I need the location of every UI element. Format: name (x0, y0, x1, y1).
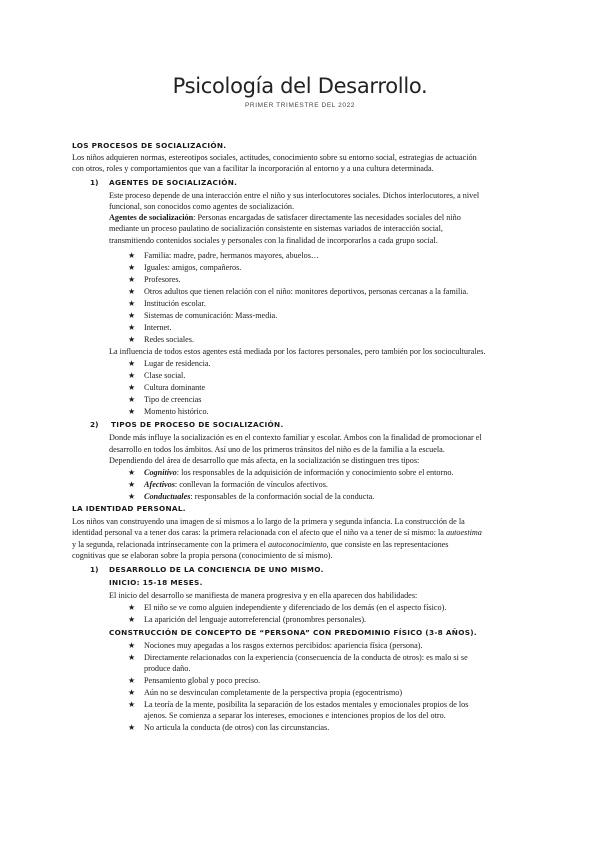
paragraph-line: La influencia de todos estos agentes está mediada por los factores personales, pero también por los socioculturales. (109, 347, 486, 356)
subsection-heading-agentes: AGENTES DE SOCIALIZACIÓN. (109, 178, 238, 187)
paragraph-line: Los niños adquieren normas, estereotipos sociales, actitudes, conocimiento sobre su entorno social, estrategias de actuación (72, 153, 477, 162)
list-item: Cultura dominante (144, 383, 206, 392)
list-item: Familia: madre, padre, hermanos mayores, abuelos… (144, 251, 320, 260)
definition-text: : Personas encargadas de satisfacer directamente las necesidades sociales del niño (193, 213, 461, 222)
paragraph-line: cognitivas que se elaboran sobre la propia persona (conocimiento de sí mismo). (72, 551, 333, 560)
section-heading-identidad: LA IDENTIDAD PERSONAL. (72, 504, 186, 513)
list-number: 2) (90, 420, 99, 429)
star-bullet-icon: ★ (128, 723, 136, 732)
stage-heading-construccion: CONSTRUCCIÓN DE CONCEPTO DE “PERSONA” CON PREDOMINIO FÍSICO (3-8 AÑOS). (109, 628, 477, 637)
star-bullet-icon: ★ (128, 700, 136, 709)
type-term: Cognitivo (144, 468, 177, 477)
star-bullet-icon: ★ (128, 641, 136, 650)
paragraph-line: transmitiendo contenidos sociales y personales con la finalidad de incorporarlos a cada grupo social. (109, 236, 438, 245)
list-number: 1) (90, 565, 99, 574)
subsection-heading-tipos: TIPOS DE PROCESO DE SOCIALIZACIÓN. (111, 420, 284, 429)
star-bullet-icon: ★ (128, 263, 136, 272)
subsection-heading-conciencia: DESARROLLO DE LA CONCIENCIA DE UNO MISMO. (109, 565, 324, 574)
type-text: : conllevan la formación de vínculos afectivos. (174, 480, 328, 489)
paragraph-line: mediante un proceso paulatino de socialización consistente en sistemas variados de interacción social, (109, 224, 443, 233)
paragraph-line: desarrollo en todos los ámbitos. Así uno de los primeros tránsitos del niño es de la familia a la escuela. (109, 445, 445, 454)
star-bullet-icon: ★ (128, 299, 136, 308)
list-item: Pensamiento global y poco preciso. (144, 676, 261, 685)
list-item: Nociones muy apegadas a los rasgos externos percibidos: apariencia física (persona). (144, 641, 423, 650)
list-item: Aún no se desvinculan completamente de la perspectiva propia (egocentrismo) (144, 688, 403, 697)
list-item: No articula la conducta (de otros) con las circunstancias. (144, 723, 330, 732)
paragraph-line: El inicio del desarrollo se manifiesta de manera progresiva y en ella aparecen dos habilidades: (109, 591, 418, 600)
list-item: Directamente relacionados con la experiencia (consecuencia de la conducta de otros): es malo si se (144, 653, 468, 662)
document-title: Psicología del Desarrollo. (172, 74, 428, 98)
list-item: La teoría de la mente, posibilita la separación de los estados mentales y emocionales propios de los (144, 700, 469, 709)
star-bullet-icon: ★ (128, 251, 136, 260)
list-item: Clase social. (144, 371, 186, 380)
list-item: Internet. (144, 323, 172, 332)
type-term: Afectivos (144, 480, 175, 489)
section-heading-socializacion: LOS PROCESOS DE SOCIALIZACIÓN. (72, 141, 227, 150)
definition-term: Agentes de socialización (109, 213, 194, 222)
list-item: Otros adultos que tienen relación con el niño: monitores deportivos, personas cercanas a la familia. (144, 287, 469, 296)
paragraph-line (72, 539, 449, 550)
list-item (144, 491, 374, 502)
list-item: El niño se ve como alguien independiente y diferenciado de los demás (en el aspecto físico). (144, 603, 447, 612)
list-item: Institución escolar. (144, 299, 206, 308)
list-item: Momento histórico. (144, 407, 209, 416)
paragraph-line: funcional, son conocidos como agentes de socialización. (109, 202, 295, 211)
type-term: Conductuales (144, 492, 191, 501)
star-bullet-icon: ★ (128, 492, 136, 501)
paragraph-line: Este proceso depende de una interacción entre el niño y sus interlocutores sociales. Dichos interlocutores, a nivel (109, 191, 480, 200)
star-bullet-icon: ★ (128, 383, 136, 392)
list-item-continuation: produce daño. (144, 664, 191, 673)
italic-term: autoestima (445, 528, 482, 537)
list-item (144, 479, 328, 490)
list-item: Iguales: amigos, compañeros. (144, 263, 242, 272)
paragraph-line: Donde más influye la socialización es en el contexto familiar y escolar. Ambos con la finalidad de promocionar el (109, 433, 482, 442)
list-number: 1) (90, 178, 99, 187)
italic-term: autoconocimiento (267, 540, 327, 549)
paragraph-line: con otros, roles y comportamientos que van a facilitar la incorporación al entorno y a una cultura determinada. (72, 164, 434, 173)
type-text: : los responsables de la adquisición de información y conocimiento sobre el entorno. (176, 468, 454, 477)
star-bullet-icon: ★ (128, 359, 136, 368)
star-bullet-icon: ★ (128, 676, 136, 685)
text-span: identidad personal va a tener dos caras: la primera relacionada con el afecto que el niño va a tener de sí mismo: la (72, 528, 446, 537)
list-item: Profesores. (144, 275, 181, 284)
list-item: Lugar de residencia. (144, 359, 211, 368)
paragraph-line: Los niños van construyendo una imagen de sí mismos a lo largo de la primera y segunda infancia. La construcción de la (72, 517, 465, 526)
star-bullet-icon: ★ (128, 407, 136, 416)
text-span: y la segunda, relacionada intrínsecamente con la primera el (72, 540, 268, 549)
star-bullet-icon: ★ (128, 311, 136, 320)
star-bullet-icon: ★ (128, 653, 136, 662)
definition-line (109, 212, 461, 223)
stage-heading-inicio: INICIO: 15-18 MESES. (109, 578, 203, 587)
list-item: Redes sociales. (144, 335, 195, 344)
star-bullet-icon: ★ (128, 688, 136, 697)
star-bullet-icon: ★ (128, 395, 136, 404)
star-bullet-icon: ★ (128, 468, 136, 477)
star-bullet-icon: ★ (128, 287, 136, 296)
document-subtitle: PRIMER TRIMESTRE DEL 2022 (245, 102, 355, 109)
list-item (144, 467, 453, 478)
star-bullet-icon: ★ (128, 603, 136, 612)
star-bullet-icon: ★ (128, 275, 136, 284)
type-text: : responsables de la conformación social de la conducta. (190, 492, 375, 501)
list-item: Tipo de creencias (144, 395, 202, 404)
text-span: , que consiste en las representaciones (326, 540, 449, 549)
list-item: Sistemas de comunicación: Mass-media. (144, 311, 278, 320)
paragraph-line (72, 527, 482, 538)
star-bullet-icon: ★ (128, 323, 136, 332)
list-item: La aparición del lenguaje autorreferencial (pronombres personales). (144, 615, 367, 624)
star-bullet-icon: ★ (128, 480, 136, 489)
list-item-continuation: ajenos. Se comienza a separar los intereses, emociones e intenciones propios de los del otro. (144, 711, 446, 720)
star-bullet-icon: ★ (128, 371, 136, 380)
paragraph-line: Dependiendo del área de desarrollo que más afecta, en la socialización se distinguen tres tipos: (109, 456, 420, 465)
star-bullet-icon: ★ (128, 615, 136, 624)
star-bullet-icon: ★ (128, 335, 136, 344)
